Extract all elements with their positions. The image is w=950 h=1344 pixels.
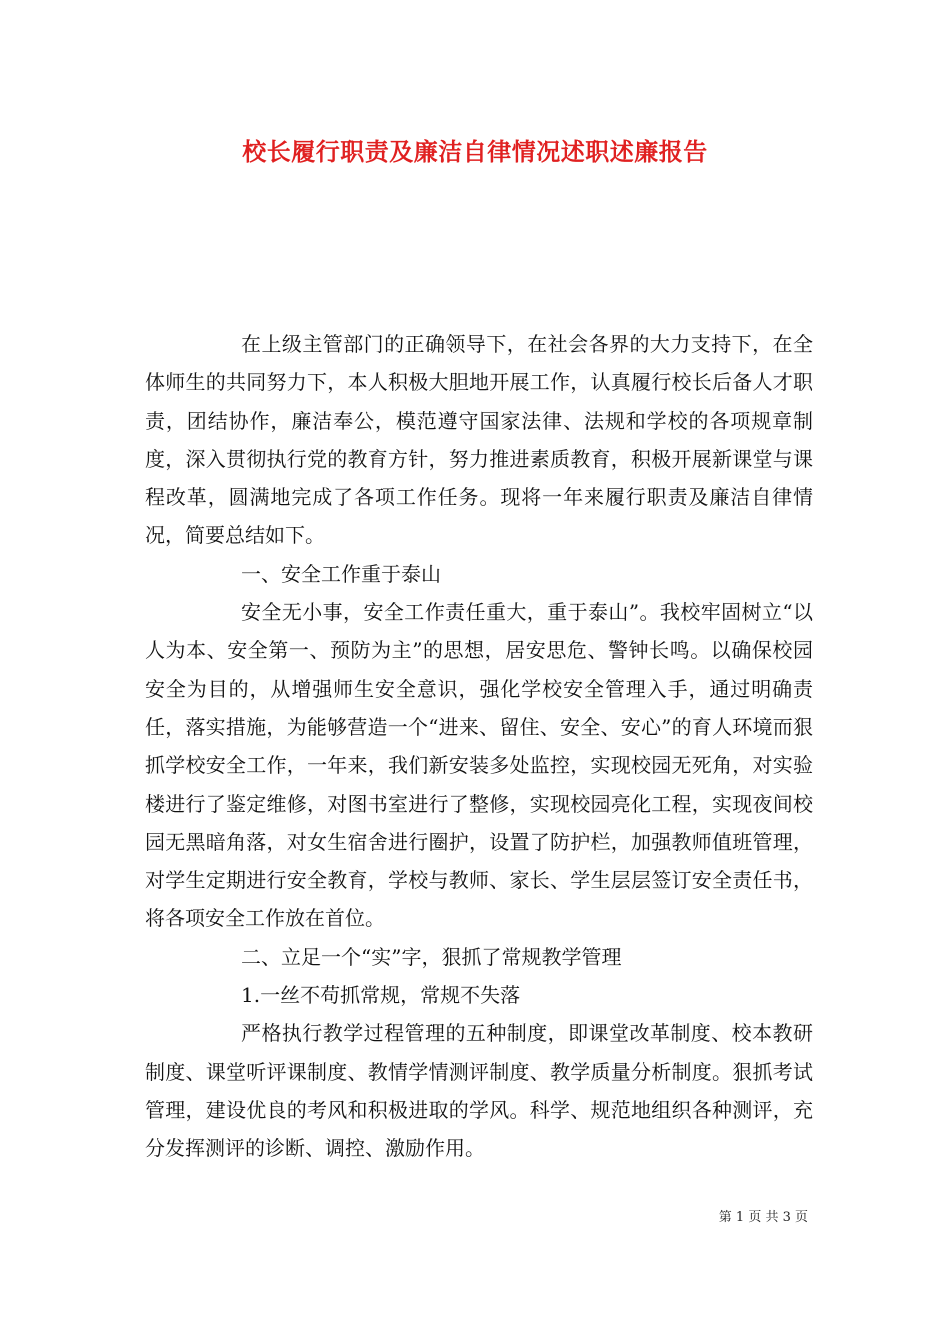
paragraph-safety: 安全无小事，安全工作责任重大，重于泰山”。我校牢固树立“以人为本、安全第一、预防为主”的思想，居安思危、警钟长鸣。以确保校园安全为目的，从增强师生安全意识，强化学校安全管理入手，通过明确责任，落实措施，为能够营造一个“进来、留住、安全、安心”的育人环境而狠抓学校安全工作，一年来，我们新安装多处监控，实现校园无死角，对实验楼进行了鉴定维修，对图书室进行了整修，实现校园亮化工程，实现夜间校园无黑暗角落，对女生宿舍进行圈护，设置了防护栏，加强教师值班管理，对学生定期进行安全教育，学校与教师、家长、学生层层签订安全责任书，将各项安全工作放在首位。 bbox=[145, 600, 813, 931]
subsection-heading-routine: 1.一丝不苟抓常规，常规不失落 bbox=[241, 983, 521, 1008]
page-footer: 第 1 页 共 3 页 bbox=[718, 1210, 808, 1225]
paragraph-routine: 严格执行教学过程管理的五种制度，即课堂改革制度、校本教研制度、课堂听评课制度、教情学情测评制度、教学质量分析制度。狠抓考试管理，建设优良的考风和积极进取的学风。科学、规范地组织各种测评，充分发挥测评的诊断、调控、激励作用。 bbox=[145, 1021, 813, 1161]
document-body bbox=[145, 325, 813, 1168]
section-heading-safety: 一、安全工作重于泰山 bbox=[241, 561, 441, 586]
document-title: 校长履行职责及廉洁自律情况述职述廉报告 bbox=[242, 137, 708, 166]
paragraph-intro: 在上级主管部门的正确领导下，在社会各界的大力支持下，在全体师生的共同努力下，本人积极大胆地开展工作，认真履行校长后备人才职责，团结协作，廉洁奉公，模范遵守国家法律、法规和学校的各项规章制度，深入贯彻执行党的教育方针，努力推进素质教育，积极开展新课堂与课程改革，圆满地完成了各项工作任务。现将一年来履行职责及廉洁自律情况，简要总结如下。 bbox=[145, 332, 813, 548]
section-heading-teaching: 二、立足一个“实”字，狠抓了常规教学管理 bbox=[241, 944, 622, 969]
